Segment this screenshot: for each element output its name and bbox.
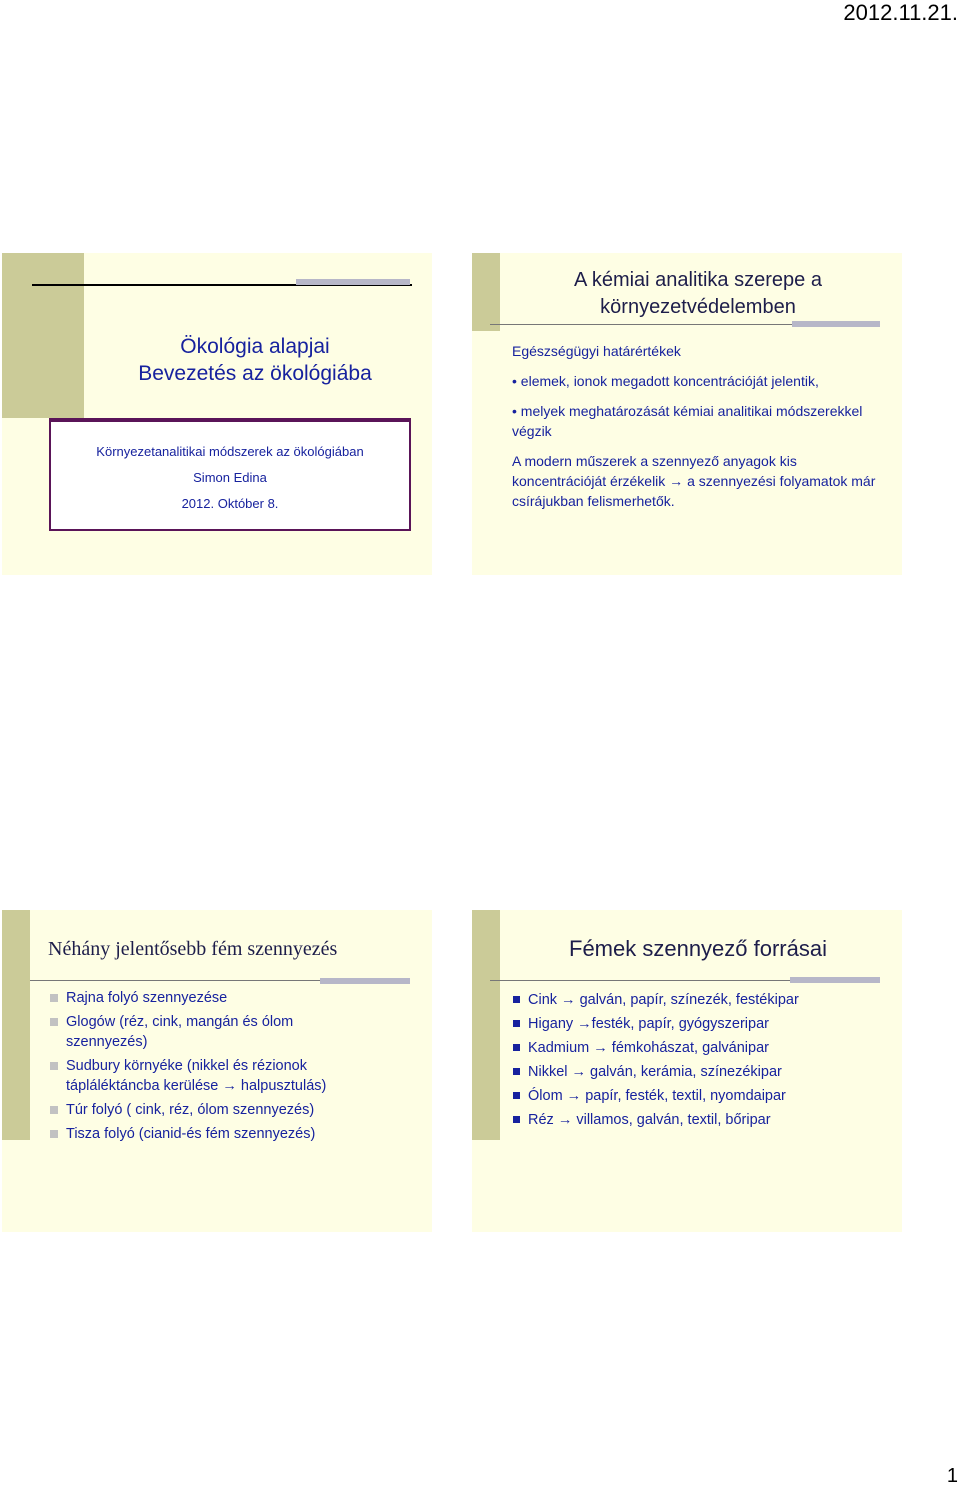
list-item <box>512 1110 882 1130</box>
list-item <box>512 1086 882 1106</box>
slide-title <box>90 333 420 387</box>
slide-accent-stripe <box>2 253 84 418</box>
list-item <box>512 1038 882 1058</box>
body-paragraph: • melyek meghatározását kémiai analitikai módszerekkel végzik <box>512 403 863 439</box>
title-line: Bevezetés az ökológiába <box>138 362 372 385</box>
square-bullet-icon <box>513 1044 520 1051</box>
list-item <box>48 1124 378 1144</box>
square-bullet-icon <box>50 1062 58 1070</box>
slide-title: Néhány jelentősebb fém szennyezés <box>48 938 338 960</box>
list-item <box>48 1056 378 1096</box>
slide-divider-accent <box>320 978 410 984</box>
list-item-text: Réz → villamos, galván, textil, bőripar <box>528 1112 771 1128</box>
body-paragraph: • elemek, ionok megadott koncentrációját jelentik, <box>512 373 819 389</box>
slide-accent-stripe <box>472 253 500 331</box>
square-bullet-icon <box>50 994 58 1002</box>
title-line: környezetvédelemben <box>600 296 796 318</box>
list-item <box>48 1100 378 1120</box>
list-item <box>48 988 378 1008</box>
subtitle: Környezetanalitikai módszerek az ökológiában <box>96 444 364 459</box>
list-item-text: Higany →festék, papír, gyógyszeripar <box>528 1016 769 1032</box>
body-paragraph: Egészségügyi határértékek <box>512 343 681 359</box>
list-item-text: Nikkel → galván, kerámia, színezékipar <box>528 1064 782 1080</box>
square-bullet-icon <box>513 1068 520 1075</box>
slide-divider-accent <box>296 279 410 285</box>
square-bullet-icon <box>513 1092 520 1099</box>
slide-divider-accent <box>792 321 880 327</box>
list-item-text: Cink → galván, papír, színezék, festékipar <box>528 992 799 1008</box>
list-item-text: Glogów (réz, cink, mangán és ólom szennyezés) <box>66 1014 294 1050</box>
body-paragraph: A modern műszerek a szennyező anyagok kis koncentrációját érzékelik → a szennyezési folyamatok már csírájukban felismerhetők. <box>512 453 876 509</box>
list-item-text: Tisza folyó (cianid-és fém szennyezés) <box>66 1126 316 1142</box>
square-bullet-icon <box>50 1130 58 1138</box>
page-number: 1 <box>946 1465 958 1487</box>
list-item-text: Sudbury környéke (nikkel és rézionok tápláléktáncba kerülése → halpusztulás) <box>66 1058 327 1094</box>
list-item <box>512 1014 882 1034</box>
list-item <box>512 1062 882 1082</box>
bullet-list <box>48 988 378 1148</box>
slide-1 <box>2 253 432 575</box>
author: Simon Edina <box>193 470 267 485</box>
slide-accent-stripe <box>472 910 500 1140</box>
title-line: Ökológia alapjai <box>180 335 330 358</box>
square-bullet-icon <box>513 996 520 1003</box>
slide-3 <box>2 910 432 1232</box>
slide-body <box>512 341 892 511</box>
slide-divider-accent <box>790 977 880 983</box>
slide-title: Fémek szennyező forrásai <box>569 936 827 961</box>
list-item <box>48 1012 378 1052</box>
presentation-date: 2012. Október 8. <box>181 496 279 511</box>
square-bullet-icon <box>50 1018 58 1026</box>
list-item-text: Ólom → papír, festék, textil, nyomdaipar <box>528 1088 786 1104</box>
list-item-text: Rajna folyó szennyezése <box>66 990 228 1006</box>
subtitle-box <box>49 418 411 531</box>
title-line: A kémiai analitika szerepe a <box>574 269 822 291</box>
list-item <box>512 990 882 1010</box>
slide-title <box>512 267 884 321</box>
square-bullet-icon <box>513 1116 520 1123</box>
slide-4 <box>472 910 902 1232</box>
square-bullet-icon <box>50 1106 58 1114</box>
bullet-list <box>512 990 882 1134</box>
print-date: 2012.11.21. <box>843 0 958 25</box>
list-item-text: Túr folyó ( cink, réz, ólom szennyezés) <box>66 1102 315 1118</box>
slide-accent-stripe <box>2 910 30 1140</box>
list-item-text: Kadmium → fémkohászat, galvánipar <box>528 1040 769 1056</box>
square-bullet-icon <box>513 1020 520 1027</box>
slide-2 <box>472 253 902 575</box>
